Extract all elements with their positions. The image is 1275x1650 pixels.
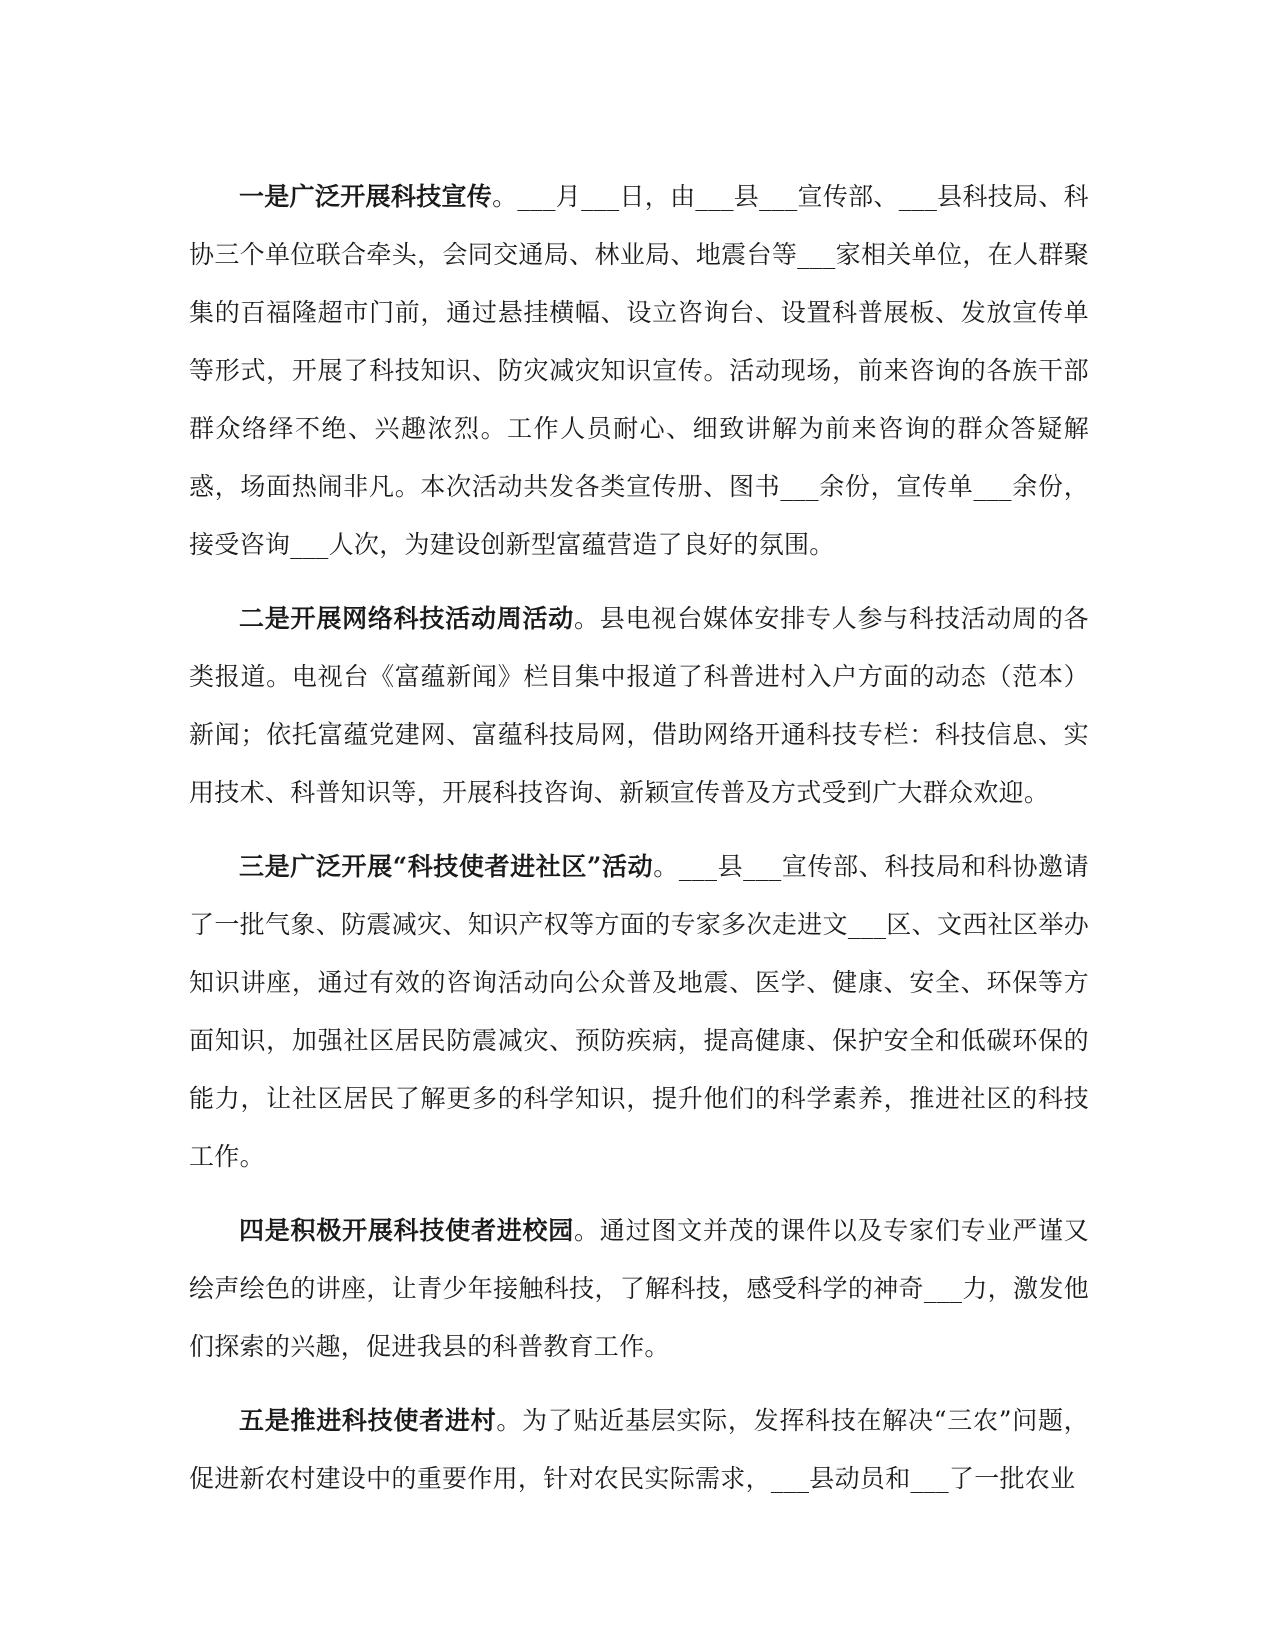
paragraph-2-heading: 二是开展网络科技活动周活动 bbox=[239, 604, 575, 633]
paragraph-1-heading: 一是广泛开展科技宣传 bbox=[239, 182, 493, 211]
paragraph-5-heading: 五是推进科技使者进村 bbox=[239, 1406, 497, 1435]
paragraph-2-text: 。县电视台媒体安排专人参与科技活动周的各类报道。电视台《富蕴新闻》栏目集中报道了科普进村入户方面的动态（范本）新闻；依托富蕴党建网、富蕴科技局网，借助网络开通科技专栏：科技信息、实用技术、科普知识等，开展科技咨询、新颖宣传普及方式受到广大群众欢迎。 bbox=[189, 604, 1089, 807]
document-body bbox=[189, 168, 1089, 1524]
paragraph-4-heading: 四是积极开展科技使者进校园 bbox=[239, 1216, 575, 1245]
paragraph-2 bbox=[189, 590, 1089, 822]
paragraph-1 bbox=[189, 168, 1089, 574]
paragraph-4-text: 。通过图文并茂的课件以及专家们专业严谨又绘声绘色的讲座，让青少年接触科技，了解科技，感受科学的神奇___力，激发他们探索的兴趣，促进我县的科普教育工作。 bbox=[189, 1216, 1089, 1361]
paragraph-4 bbox=[189, 1202, 1089, 1376]
paragraph-5-text: 。为了贴近基层实际，发挥科技在解决“三农”问题，促进新农村建设中的重要作用，针对农民实际需求，___县动员和___了一批农业 bbox=[189, 1406, 1089, 1493]
paragraph-5 bbox=[189, 1392, 1089, 1508]
paragraph-1-text: 。___月___日，由___县___宣传部、___县科技局、科协三个单位联合牵头，会同交通局、林业局、地震台等___家相关单位，在人群聚集的百福隆超市门前，通过悬挂横幅、设立咨询台、设置科普展板、发放宣传单等形式，开展了科技知识、防灾减灾知识宣传。活动现场，前来咨询的各族干部群众络绎不绝、兴趣浓烈。工作人员耐心、细致讲解为前来咨询的群众答疑解惑，场面热闹非凡。本次活动共发各类宣传册、图书___余份，宣传单___余份，接受咨询___人次，为建设创新型富蕴营造了良好的氛围。 bbox=[189, 182, 1089, 559]
paragraph-3-heading: 三是广泛开展“科技使者进社区”活动 bbox=[239, 852, 654, 881]
paragraph-3-text: 。___县___宣传部、科技局和科协邀请了一批气象、防震减灾、知识产权等方面的专家多次走进文___区、文西社区举办知识讲座，通过有效的咨询活动向公众普及地震、医学、健康、安全、环保等方面知识，加强社区居民防震减灾、预防疾病，提高健康、保护安全和低碳环保的能力，让社区居民了解更多的科学知识，提升他们的科学素养，推进社区的科技工作。 bbox=[189, 852, 1089, 1171]
paragraph-3 bbox=[189, 838, 1089, 1186]
